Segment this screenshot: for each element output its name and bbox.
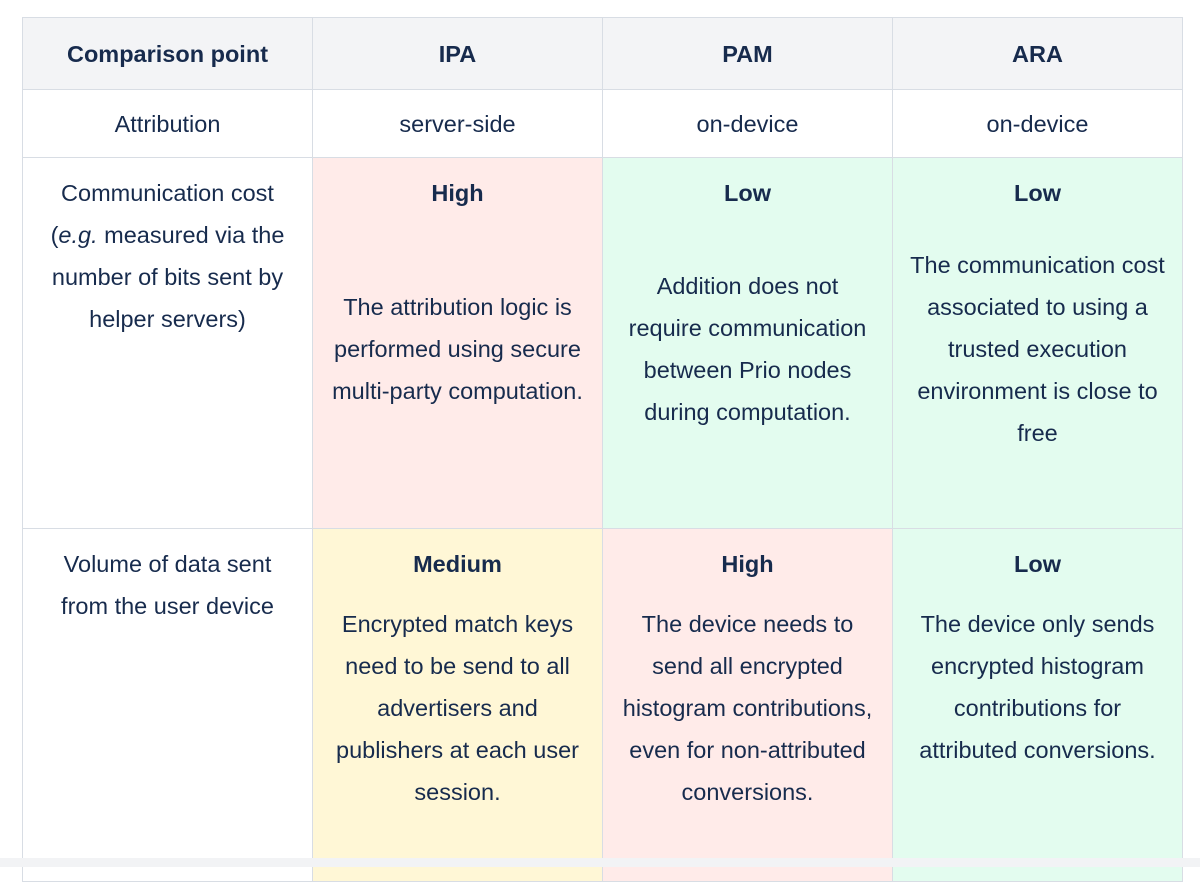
communication-pam-rating: Low <box>724 180 771 206</box>
communication-ipa-description: The attribution logic is performed using secure multi-party computation. <box>332 294 583 404</box>
data-volume-pam-rating: High <box>721 551 774 577</box>
data-volume-ipa-rating: Medium <box>413 551 502 577</box>
header-ipa: IPA <box>313 18 603 90</box>
communication-ipa-cell <box>313 158 603 529</box>
data-volume-ipa-cell <box>313 529 603 882</box>
communication-label-prefix: Communication cost ( <box>50 180 274 248</box>
communication-label-italic: e.g. <box>58 222 98 248</box>
data-volume-ipa-description: Encrypted match keys need to be send to all advertisers and publishers at each user session. <box>336 611 579 805</box>
header-row <box>23 18 1183 90</box>
header-pam: PAM <box>603 18 893 90</box>
page-bottom-strip <box>0 858 1200 867</box>
row-communication-cost <box>23 158 1183 529</box>
communication-ara-description: The communication cost associated to using a trusted execution environment is close to free <box>910 252 1165 446</box>
data-volume-ara-cell <box>893 529 1183 882</box>
communication-label-suffix: measured via the number of bits sent by helper servers) <box>51 222 285 332</box>
comparison-table-container <box>22 17 1182 853</box>
data-volume-ara-description: The device only sends encrypted histogram contributions for attributed conversions. <box>919 611 1156 763</box>
row-data-volume <box>23 529 1183 882</box>
attribution-ara: on-device <box>893 90 1183 158</box>
comparison-table <box>22 17 1183 882</box>
communication-pam-description: Addition does not require communication between Prio nodes during computation. <box>628 273 867 425</box>
communication-pam-cell <box>603 158 893 529</box>
communication-ara-cell <box>893 158 1183 529</box>
header-ara: ARA <box>893 18 1183 90</box>
data-volume-pam-cell <box>603 529 893 882</box>
data-volume-label: Volume of data sent from the user device <box>23 529 313 882</box>
communication-cost-label <box>23 158 313 529</box>
attribution-pam: on-device <box>603 90 893 158</box>
header-comparison-point: Comparison point <box>23 18 313 90</box>
data-volume-pam-description: The device needs to send all encrypted histogram contributions, even for non-attributed conversions. <box>622 611 873 805</box>
communication-ipa-rating: High <box>431 180 484 206</box>
attribution-label: Attribution <box>23 90 313 158</box>
communication-ara-rating: Low <box>1014 180 1061 206</box>
data-volume-ara-rating: Low <box>1014 551 1061 577</box>
attribution-ipa: server-side <box>313 90 603 158</box>
row-attribution <box>23 90 1183 158</box>
